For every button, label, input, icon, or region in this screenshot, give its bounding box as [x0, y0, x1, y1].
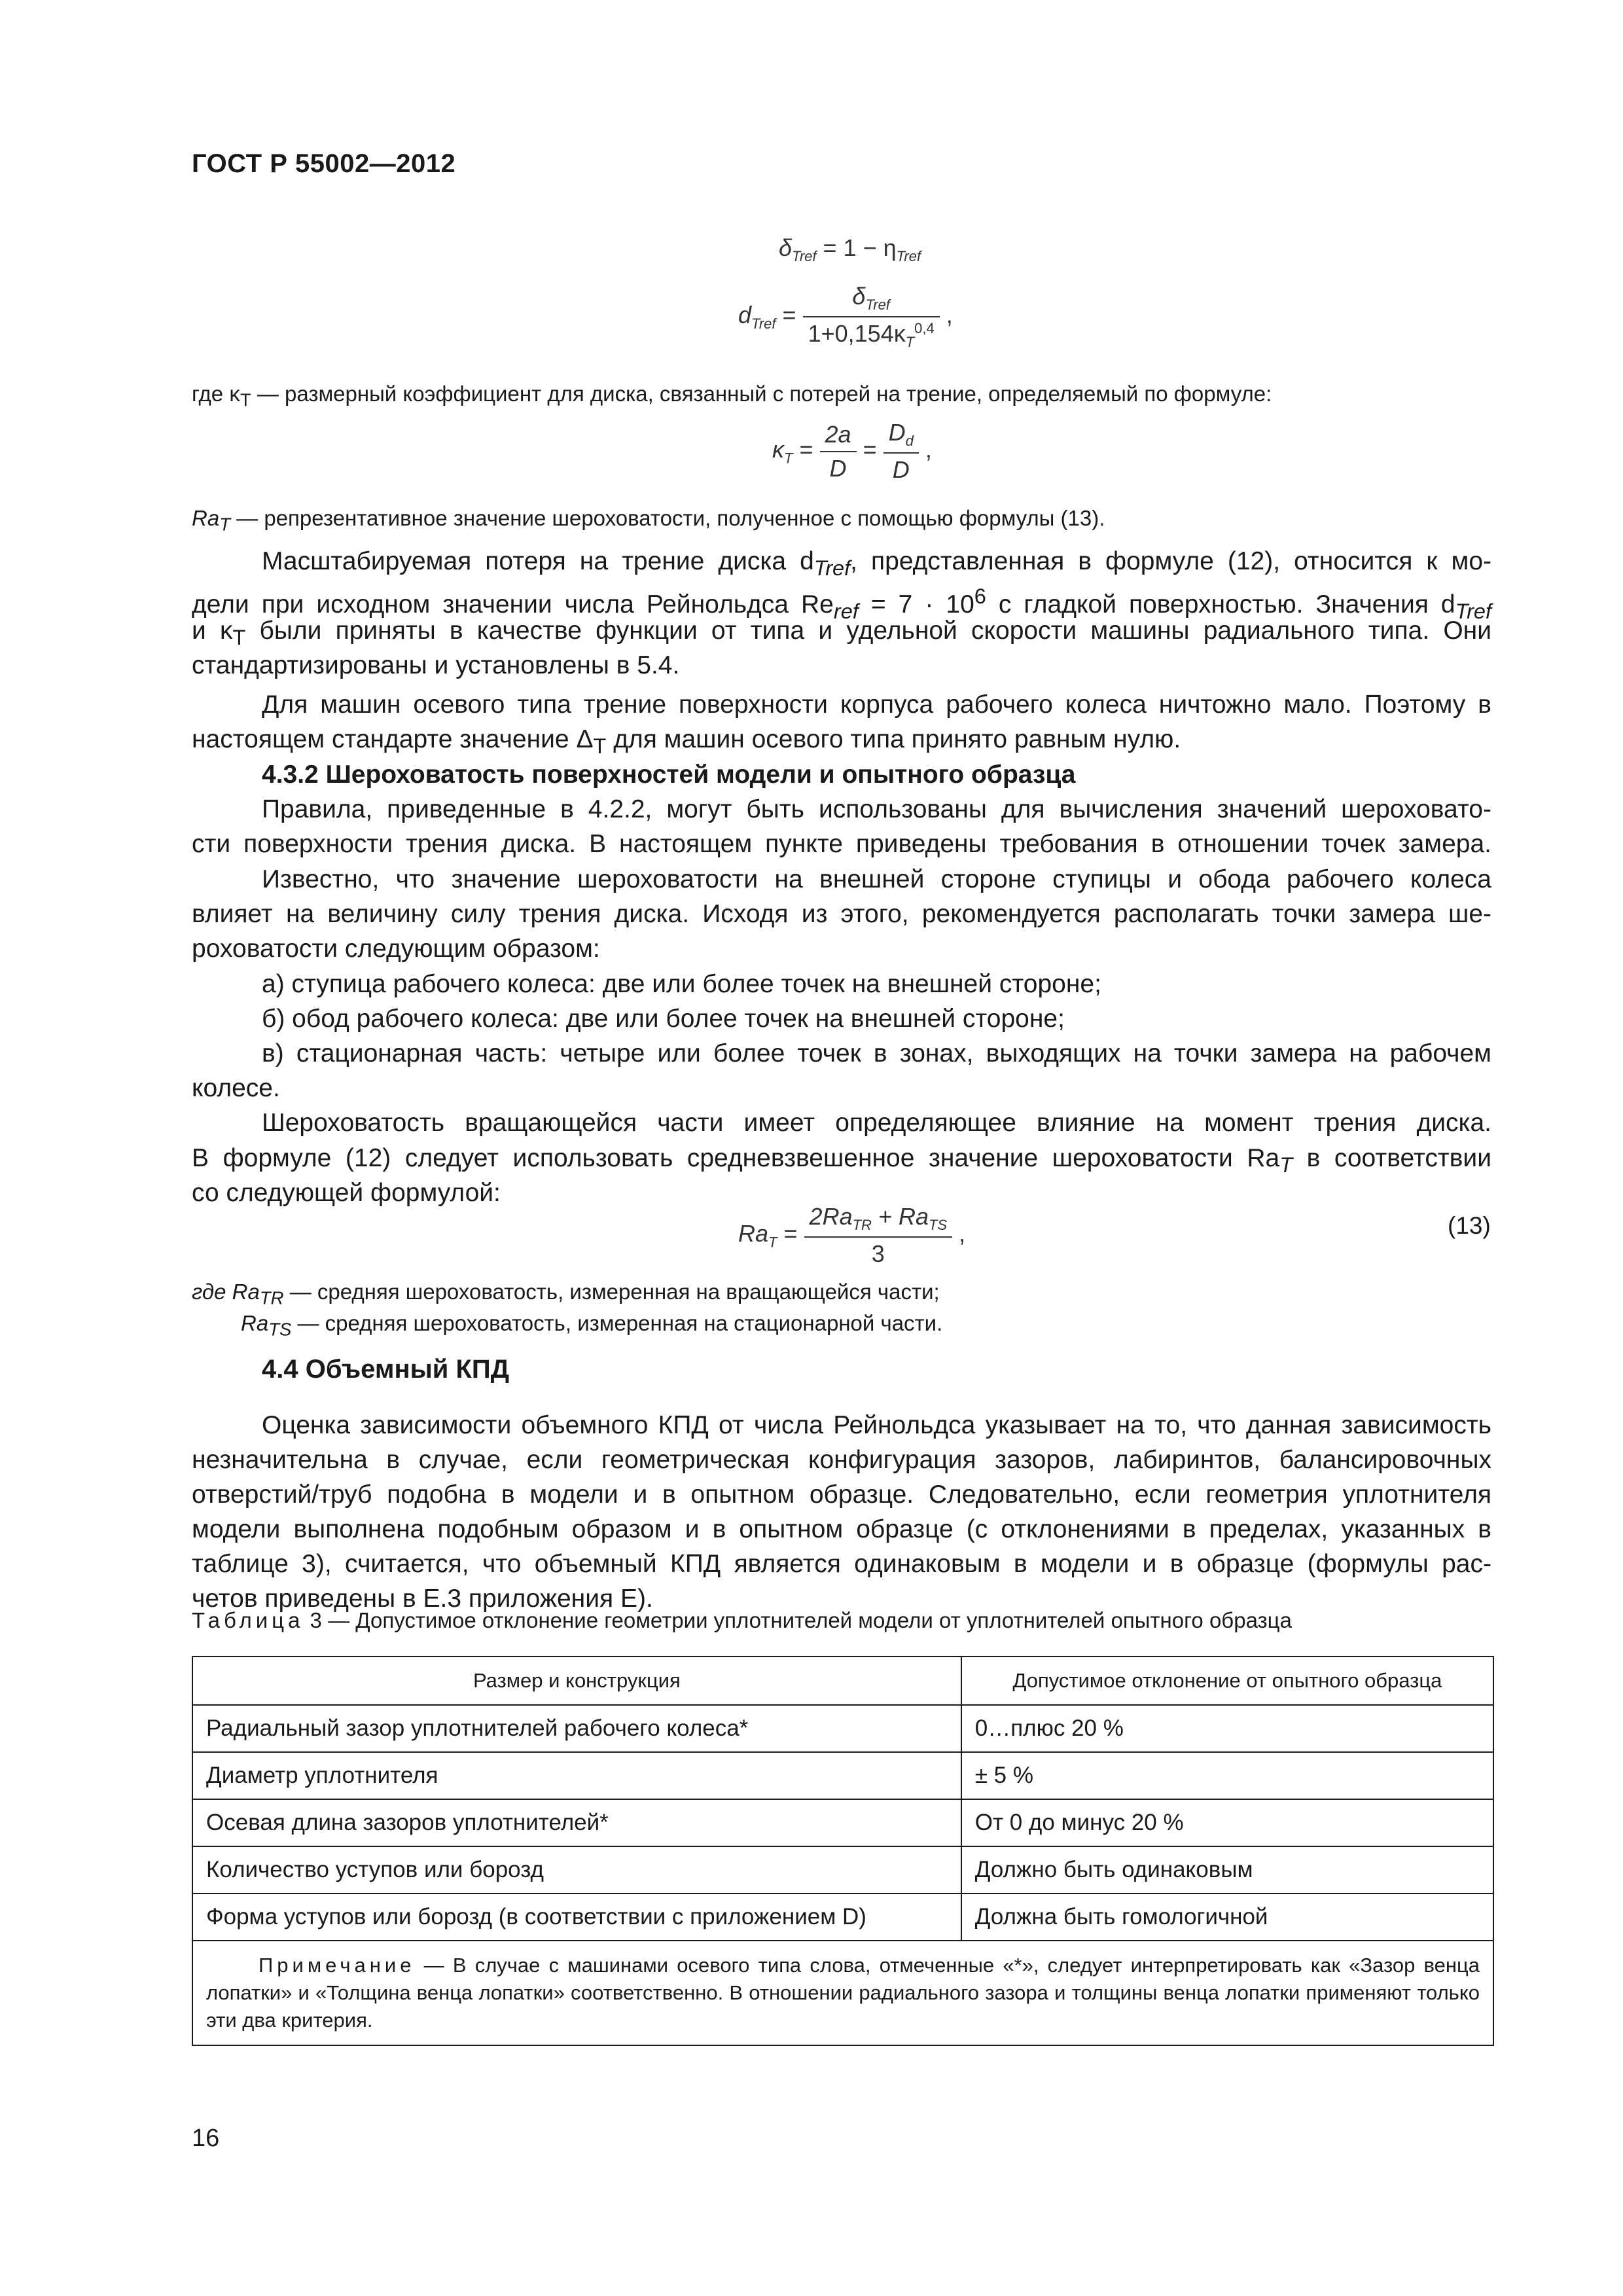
table-header-cell: Допустимое отклонение от опытного образца — [961, 1657, 1493, 1705]
table-cell: От 0 до минус 20 % — [961, 1799, 1493, 1846]
deviation-table — [192, 1656, 1494, 2046]
table-row — [192, 1705, 1493, 1752]
formula-number-13: (13) — [1448, 1212, 1491, 1239]
table-cell: Должна быть гомологичной — [961, 1893, 1493, 1941]
table-cell: 0…плюс 20 % — [961, 1705, 1493, 1752]
where-ra-tr: где $Ra_{TR}$ — средняя шероховатость, измеренная на вращающейся части; — [192, 1280, 940, 1308]
paragraph-5-line-3: со следующей формулой: — [192, 1179, 501, 1207]
list-item-b: б) обод рабочего колеса: две или более точек на внешней стороне; — [262, 1005, 1065, 1033]
table-row — [192, 1752, 1493, 1799]
list-item-c-line-1: в) стационарная часть: четыре или более точек в зонах, выходящих на точки замера на рабочем — [262, 1039, 1491, 1067]
page-number: 16 — [192, 2125, 220, 2152]
table-note: Примечание — В случае с машинами осевого типа слова, отмеченные «*», следует интерпретировать как «Зазор венца лопатки» и «Толщина венца лопатки» соответственно. В отношении радиального зазора и толщины венца лопатки применяют только эти два критерия. — [192, 1941, 1493, 2045]
table-caption: Таблица 3 — Допустимое отклонение геометрии уплотнителей модели от уплотнителей опытного образца — [192, 1608, 1292, 1632]
paragraph-6-line-5: таблице 3), считается, что объемный КПД является одинаковым в модели и в образце (формулы рас- — [192, 1550, 1491, 1578]
paragraph-1-line-2: дели при исходном значении числа Рейнольдса $Re_{ref} = 7 \cdot 10^6$ с гладкой поверхностью. Значения $d_{Tref}$ — [192, 584, 1491, 623]
table-row — [192, 1846, 1493, 1893]
paragraph-6-line-1: Оценка зависимости объемного КПД от числа Рейнольдса указывает на то, что данная зависимость — [262, 1411, 1491, 1439]
table-cell: Форма уступов или борозд (в соответствии с приложением D) — [192, 1893, 961, 1941]
paragraph-4-line-1: Известно, что значение шероховатости на внешней стороне ступицы и обода рабочего колеса — [262, 865, 1491, 893]
section-heading-4-4: 4.4 Объемный КПД — [262, 1355, 510, 1384]
document-header: ГОСТ Р 55002—2012 — [192, 149, 456, 178]
formula-kappa-t: $\kappa_T$ = $\frac{2a}{D}$ = $\frac{D_d}{D}$ , — [772, 419, 932, 484]
paragraph-4-line-3: роховатости следующим образом: — [192, 935, 600, 963]
table-row — [192, 1893, 1493, 1941]
where-kappa-line: где $\kappa_T$ — размерный коэффициент для диска, связанный с потерей на трение, определяемый по формуле: — [192, 382, 1272, 410]
formula-ra-t: $Ra_T$ = $\frac{2Ra_{TR} + Ra_{TS}}{3}$ , — [738, 1203, 966, 1268]
formula-d-tref: $d_{Tref}$ = $\frac{\delta_{Tref}}{1+0,154\kappa_T^{0,4}}$ , — [738, 283, 953, 351]
table-row — [192, 1799, 1493, 1846]
table-cell: Радиальный зазор уплотнителей рабочего колеса* — [192, 1705, 961, 1752]
paragraph-1-line-3: и $\kappa_T$ были приняты в качестве функции от типа и удельной скорости машины радиального типа. Они — [192, 617, 1491, 649]
table-cell: Количество уступов или борозд — [192, 1846, 961, 1893]
paragraph-5-line-1: Шероховатость вращающейся части имеет определяющее влияние на момент трения диска. — [262, 1109, 1491, 1137]
where-ra-ts: $Ra_{TS}$ — средняя шероховатость, измеренная на стационарной части. — [241, 1311, 943, 1340]
table-cell: Диаметр уплотнителя — [192, 1752, 961, 1799]
paragraph-3-line-1: Правила, приведенные в 4.2.2, могут быть использованы для вычисления значений шероховато- — [262, 795, 1491, 823]
list-item-a: а) ступица рабочего колеса: две или более точек на внешней стороне; — [262, 970, 1101, 998]
table-note-row — [192, 1941, 1493, 2045]
paragraph-6-line-4: модели выполнена подобным образом и в опытном образце (с отклонениями в пределах, указанных в — [192, 1515, 1491, 1543]
table-cell: ± 5 % — [961, 1752, 1493, 1799]
paragraph-6-line-2: незначительна в случае, если геометрическая конфигурация зазоров, лабиринтов, балансировочных — [192, 1446, 1491, 1474]
table-cell: Должно быть одинаковым — [961, 1846, 1493, 1893]
paragraph-1-line-1: Масштабируемая потеря на трение диска $d_{Tref}$, представленная в формуле (12), относится к мо- — [262, 547, 1491, 580]
table-header-row — [192, 1657, 1493, 1705]
paragraph-5-line-2: В формуле (12) следует использовать средневзвешенное значение шероховатости $Ra_T$ в соответствии — [192, 1144, 1492, 1177]
paragraph-4-line-2: влияет на величину силу трения диска. Исходя из этого, рекомендуется располагать точки замера ше- — [192, 900, 1491, 928]
section-heading-4-3-2: 4.3.2 Шероховатость поверхностей модели и опытного образца — [262, 761, 1076, 789]
list-item-c-line-2: колесе. — [192, 1074, 280, 1102]
ra-t-definition: $Ra_T$ — репрезентативное значение шероховатости, полученное с помощью формулы (13). — [192, 506, 1105, 535]
formula-delta-tref: $\delta_{Tref} = 1 - \eta_{Tref}$ — [779, 234, 921, 265]
table-cell: Осевая длина зазоров уплотнителей* — [192, 1799, 961, 1846]
paragraph-1-line-4: стандартизированы и установлены в 5.4. — [192, 651, 680, 679]
paragraph-3-line-2: сти поверхности трения диска. В настоящем пункте приведены требования в отношении точек замера. — [192, 830, 1491, 858]
paragraph-2-line-2: настоящем стандарте значение $\Delta_T$ для машин осевого типа принято равным нулю. — [192, 725, 1181, 758]
table-header-cell: Размер и конструкция — [192, 1657, 961, 1705]
paragraph-6-line-3: отверстий/труб подобна в модели и в опытном образце. Следовательно, если геометрия уплотнителя — [192, 1480, 1491, 1509]
paragraph-2-line-1: Для машин осевого типа трение поверхности корпуса рабочего колеса ничтожно мало. Поэтому в — [262, 691, 1491, 719]
paragraph-6-line-6: четов приведены в Е.3 приложения Е). — [192, 1585, 653, 1613]
